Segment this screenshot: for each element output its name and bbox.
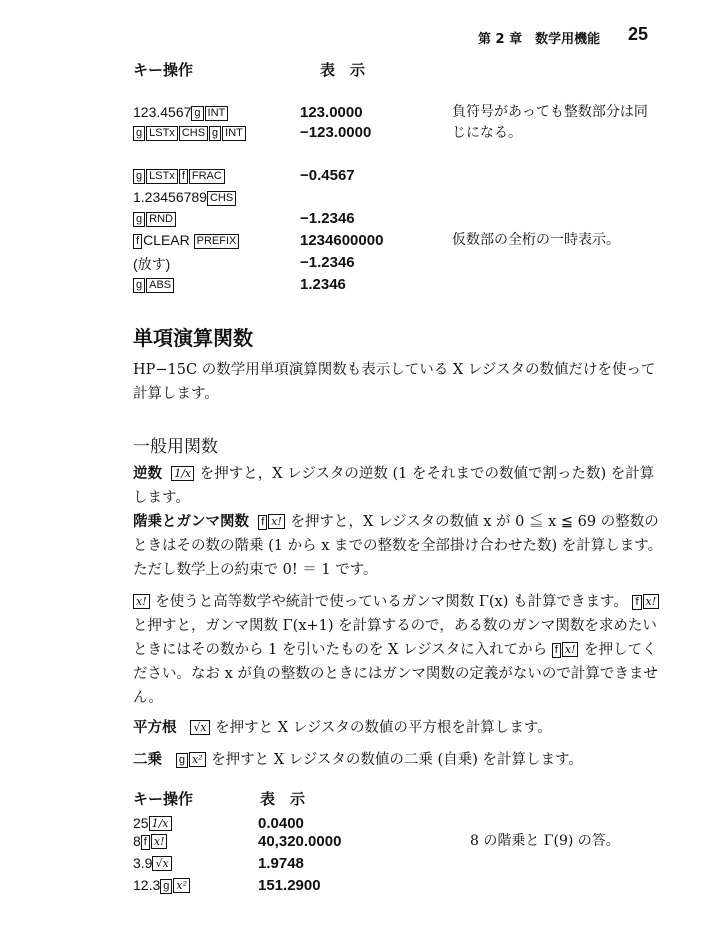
- gamma-paragraph: [133, 590, 663, 710]
- table2-row-keystrokes: [133, 855, 173, 871]
- sqrt-label: 平方根: [133, 720, 177, 736]
- calculator-key: INT: [222, 126, 246, 141]
- running-header: [478, 28, 600, 47]
- reciprocal-text: を押すと，X レジスタの逆数 (1 をそれまでの数値で割った数) を計算します。: [133, 466, 655, 506]
- keystroke-prefix: (放す): [133, 256, 171, 272]
- gamma-key-a: x!: [133, 594, 150, 609]
- table2-row-display: 151.2900: [258, 877, 321, 894]
- factorial-paragraph: [133, 510, 663, 582]
- gamma-key-b-xfact: x!: [643, 594, 660, 609]
- calculator-key: g: [133, 169, 145, 184]
- section-title: 単項演算関数: [133, 326, 253, 350]
- table1-row-display: −0.4567: [300, 167, 355, 184]
- table1-row-keystrokes: [133, 189, 237, 206]
- calculator-key: INT: [205, 106, 229, 121]
- calculator-key: 1/x: [149, 816, 172, 831]
- reciprocal-key: 1/x: [171, 466, 194, 481]
- table1-row-keystrokes: [133, 276, 175, 293]
- table1-row-note: 負符号があっても整数部分は同じになる。: [452, 104, 648, 141]
- calculator-key: √x: [152, 856, 171, 871]
- calculator-key: g: [133, 212, 145, 227]
- gamma-key-b-f: f: [632, 595, 641, 610]
- table2-row-note: 8 の階乗と Γ(9) の答。: [470, 833, 620, 849]
- calculator-key: LSTx: [146, 169, 178, 184]
- table1-row-keystrokes: [133, 104, 229, 121]
- calculator-key: LSTx: [146, 126, 178, 141]
- sqrt-key: √x: [190, 720, 209, 735]
- calculator-key: f: [179, 169, 188, 184]
- table1-row-display: 123.0000: [300, 104, 363, 121]
- factorial-key-f: f: [258, 515, 267, 530]
- calculator-key: f: [133, 234, 142, 249]
- page-number: 25: [628, 24, 649, 44]
- table1-row-keystrokes: [133, 210, 177, 227]
- square-key-g: g: [176, 753, 188, 768]
- calculator-key: ABS: [146, 278, 174, 293]
- calculator-key: x!: [151, 834, 168, 849]
- table1-row-keystrokes: [133, 167, 226, 184]
- factorial-text: を押すと，X レジスタの数値 x が 0 ≦ x ≦ 69 の整数のときはその数の階乗 (1 から x までの整数を全部掛け合わせた数) を計算します。ただし数学上の約束で 0! ＝ 1 です。: [133, 514, 663, 578]
- table1-row-keystrokes: [133, 254, 170, 274]
- table2-row-display: 1.9748: [258, 855, 304, 872]
- calculator-key: g: [209, 126, 221, 141]
- table1-row-note: 仮数部の全桁の一時表示。: [452, 232, 620, 248]
- calculator-key: f: [141, 835, 150, 850]
- factorial-label: 階乗とガンマ関数: [133, 514, 249, 530]
- intro-paragraph: HP−15C の数学用単項演算関数も表示している X レジスタの数値だけを使って計算します。: [133, 362, 656, 402]
- calculator-key: RND: [146, 212, 176, 227]
- keystroke-prefix: 8: [133, 833, 141, 849]
- table2-header-display: 表 示: [260, 790, 306, 808]
- calculator-key: CHS: [179, 126, 208, 141]
- table2-row-keystrokes: [133, 815, 173, 831]
- factorial-key-xfact: x!: [268, 514, 285, 529]
- table2-row-keystrokes: [133, 833, 168, 850]
- keystroke-prefix: 123.4567: [133, 104, 192, 120]
- reciprocal-paragraph: [133, 462, 663, 510]
- table1-header-keys: キー操作: [133, 61, 194, 79]
- table1-row-display: −123.0000: [300, 124, 372, 141]
- table2-header-keys: キー操作: [133, 790, 194, 808]
- calculator-key: x²: [173, 878, 190, 893]
- table1-header-display: 表 示: [320, 61, 366, 79]
- sqrt-text: を押すと X レジスタの数値の平方根を計算します。: [215, 720, 552, 736]
- calculator-key: g: [133, 126, 145, 141]
- table1-row-display: 1234600000: [300, 232, 384, 249]
- reciprocal-label: 逆数: [133, 466, 162, 482]
- gamma-text-c: を押してください。なお x が負の整数のときにはガンマ関数の定義がないので計算できません。: [133, 642, 658, 706]
- square-label: 二乗: [133, 752, 162, 768]
- chapter-title: 第 2 章 数学用機能: [478, 32, 601, 47]
- sqrt-paragraph: [133, 716, 663, 740]
- calculator-key: FRAC: [189, 169, 225, 184]
- table1-row-keystrokes: [133, 124, 247, 141]
- gamma-text-a: を使うと高等数学や統計で使っているガンマ関数 Γ(x) も計算できます。: [155, 594, 628, 610]
- gamma-key-c-f: f: [552, 643, 561, 658]
- calculator-key: g: [191, 106, 203, 121]
- gamma-key-c-xfact: x!: [562, 642, 579, 657]
- keystroke-prefix: 12.3: [133, 877, 161, 893]
- table1-row-display: 1.2346: [300, 276, 346, 293]
- calculator-key: PREFIX: [194, 234, 240, 249]
- square-paragraph: [133, 748, 663, 772]
- table2-row-keystrokes: [133, 877, 191, 894]
- square-text: を押すと X レジスタの数値の二乗 (自乗) を計算します。: [211, 752, 583, 768]
- subsection-title: 一般用関数: [133, 437, 218, 457]
- keystroke-prefix: 3.9: [133, 855, 153, 871]
- keystroke-label: CLEAR: [143, 232, 194, 248]
- gamma-text-b: と押すと，ガンマ関数 Γ(x+1) を計算するので，ある数のガンマ関数を求めたいときにはその数から 1 を引いたものを X レジスタに入れてから: [133, 618, 657, 658]
- table2-row-display: 40,320.0000: [258, 833, 342, 850]
- table1-row-display: −1.2346: [300, 254, 355, 271]
- keystroke-prefix: 1.23456789: [133, 189, 207, 205]
- calculator-key: g: [160, 879, 172, 894]
- table2-row-display: 0.0400: [258, 815, 304, 832]
- calculator-key: CHS: [207, 191, 236, 206]
- calculator-key: g: [133, 278, 145, 293]
- table1-row-display: −1.2346: [300, 210, 355, 227]
- keystroke-prefix: 25: [133, 815, 149, 831]
- table1-row-keystrokes: [133, 232, 240, 249]
- square-key-x2: x²: [189, 752, 206, 767]
